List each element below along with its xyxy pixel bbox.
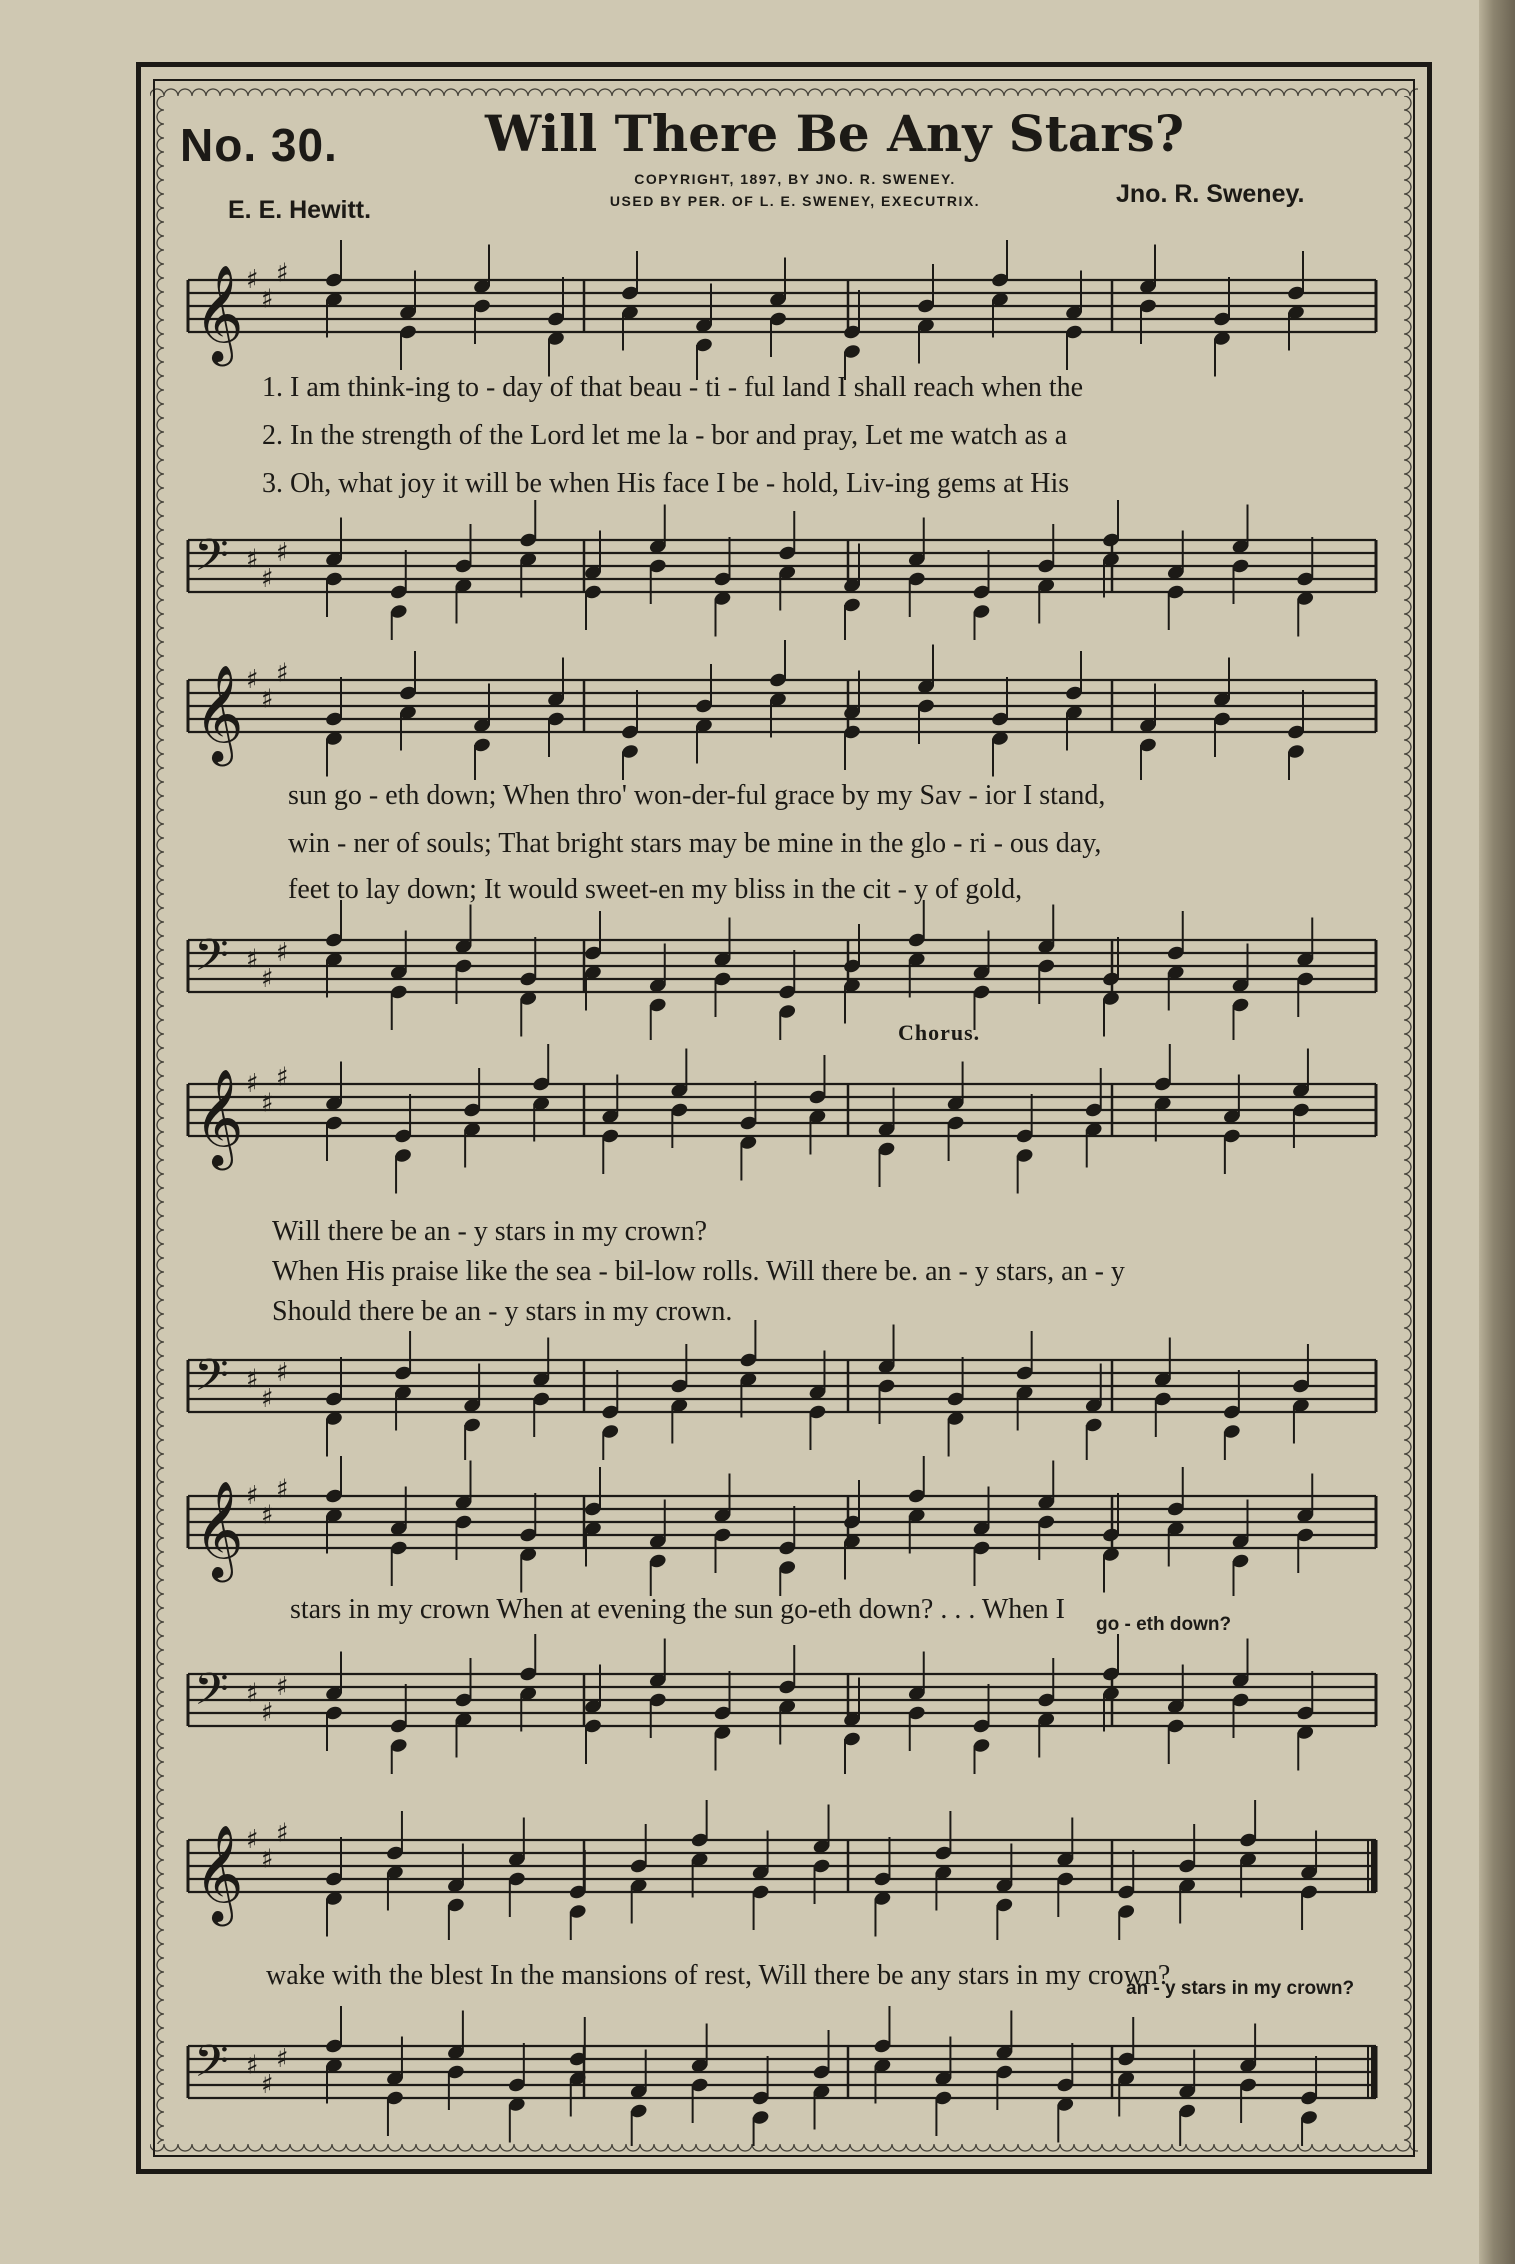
bass-clef-icon: 𝄢 (194, 1349, 229, 1412)
border-ornament-top (150, 82, 1418, 96)
author-credit: E. E. Hewitt. (228, 196, 372, 224)
copyright-notice (560, 168, 1030, 212)
sharp-icon: ♯ (276, 1672, 289, 1702)
chorus-label: Chorus. (898, 1020, 981, 1045)
system-5-bass (180, 2006, 1398, 2146)
copyright-line-1: COPYRIGHT, 1897, BY JNO. R. SWENEY. (634, 171, 956, 187)
treble-clef-icon: 𝄞 (194, 264, 244, 362)
sharp-icon: ♯ (276, 258, 289, 289)
treble-clef-icon: 𝄞 (194, 1824, 244, 1922)
system-1-bass (180, 500, 1398, 640)
treble-clef-icon: 𝄞 (194, 1480, 244, 1578)
sharp-icon: ♯ (276, 1474, 289, 1505)
sharp-icon: ♯ (276, 938, 289, 968)
verse-2-line-2: win - ner of souls; That bright stars may be mine in the glo - ri - ous day, (288, 828, 1102, 859)
sharp-icon: ♯ (246, 544, 259, 575)
bass-clef-icon: 𝄢 (194, 2035, 229, 2098)
chorus-line-3-small: an - y stars in my crown? (1126, 1978, 1355, 1999)
verse-3-line-1: 3. Oh, what joy it will be when His face I be - hold, Liv-ing gems at His (262, 468, 1070, 499)
composer-credit: Jno. R. Sweney. (1116, 180, 1305, 208)
system-5-treble (180, 1800, 1398, 1940)
sharp-icon: ♯ (276, 658, 289, 689)
border-ornament-bottom (150, 2144, 1418, 2158)
chorus-line-1c: Should there be an - y stars in my crown. (272, 1296, 733, 1327)
chorus-line-1a: Will there be an - y stars in my crown? (272, 1216, 708, 1247)
sharp-icon: ♯ (246, 665, 259, 695)
system-3-treble (180, 1044, 1398, 1204)
verse-1-line-1: 1. I am think-ing to - day of that beau - ti - ful land I shall reach when the (262, 372, 1084, 403)
system-2-treble (180, 640, 1398, 780)
sharp-icon: ♯ (261, 564, 274, 594)
sharp-icon: ♯ (246, 1069, 259, 1099)
verse-3-line-2: feet to lay down; It would sweet-en my bliss in the cit - y of gold, (288, 874, 1023, 905)
sharp-icon: ♯ (261, 1844, 274, 1875)
verse-2-line-1: 2. In the strength of the Lord let me la - bor and pray, Let me watch as a (262, 420, 1068, 451)
sharp-icon: ♯ (261, 964, 274, 994)
sharp-icon: ♯ (261, 684, 274, 715)
sharp-icon: ♯ (276, 1062, 289, 1093)
sharp-icon: ♯ (246, 2050, 259, 2081)
chorus-line-2: stars in my crown When at evening the sun go-eth down? . . . When I (290, 1594, 1066, 1625)
copyright-line-2: USED BY PER. OF L. E. SWENEY, EXECUTRIX. (609, 193, 981, 209)
verse-1-line-2: sun go - eth down; When thro' won-der-ful grace by my Sav - ior I stand, (288, 780, 1106, 811)
sharp-icon: ♯ (276, 1818, 289, 1849)
system-3-bass (180, 1320, 1398, 1460)
hymn-number: No. 30. (180, 119, 338, 171)
bass-clef-icon: 𝄢 (194, 1663, 229, 1726)
bass-clef-icon: 𝄢 (194, 929, 229, 992)
sharp-icon: ♯ (246, 1825, 259, 1855)
sharp-icon: ♯ (261, 1500, 274, 1531)
sharp-icon: ♯ (246, 1364, 259, 1395)
sharp-icon: ♯ (261, 1384, 274, 1414)
sharp-icon: ♯ (246, 1481, 259, 1511)
page-edge (1479, 0, 1515, 2264)
system-4-treble (180, 1456, 1398, 1596)
chorus-line-2-small: go - eth down? (1096, 1614, 1232, 1635)
sharp-icon: ♯ (261, 1698, 274, 1728)
border-ornament-left (150, 96, 164, 2144)
chorus-line-1b: When His praise like the sea - bil-low rolls. Will there be. an - y stars, an - y (272, 1256, 1125, 1287)
border-ornament-right (1404, 96, 1418, 2144)
sharp-icon: ♯ (261, 284, 274, 315)
chorus-line-3: wake with the blest In the mansions of rest, Will there be any stars in my crown? (266, 1960, 1171, 1991)
sharp-icon: ♯ (276, 1358, 289, 1388)
sharp-icon: ♯ (276, 2044, 289, 2074)
sharp-icon: ♯ (261, 1088, 274, 1119)
treble-clef-icon: 𝄞 (194, 664, 244, 762)
bass-clef-icon: 𝄢 (194, 529, 229, 592)
sharp-icon: ♯ (246, 265, 259, 295)
system-1-treble (180, 240, 1398, 380)
sharp-icon: ♯ (246, 1678, 259, 1709)
sharp-icon: ♯ (276, 538, 289, 568)
hymn-title: Will There Be Any Stars? (485, 104, 1185, 163)
sharp-icon: ♯ (261, 2070, 274, 2100)
system-2-bass (180, 900, 1398, 1040)
system-4-bass (180, 1634, 1398, 1774)
sharp-icon: ♯ (246, 944, 259, 975)
treble-clef-icon: 𝄞 (194, 1068, 244, 1166)
